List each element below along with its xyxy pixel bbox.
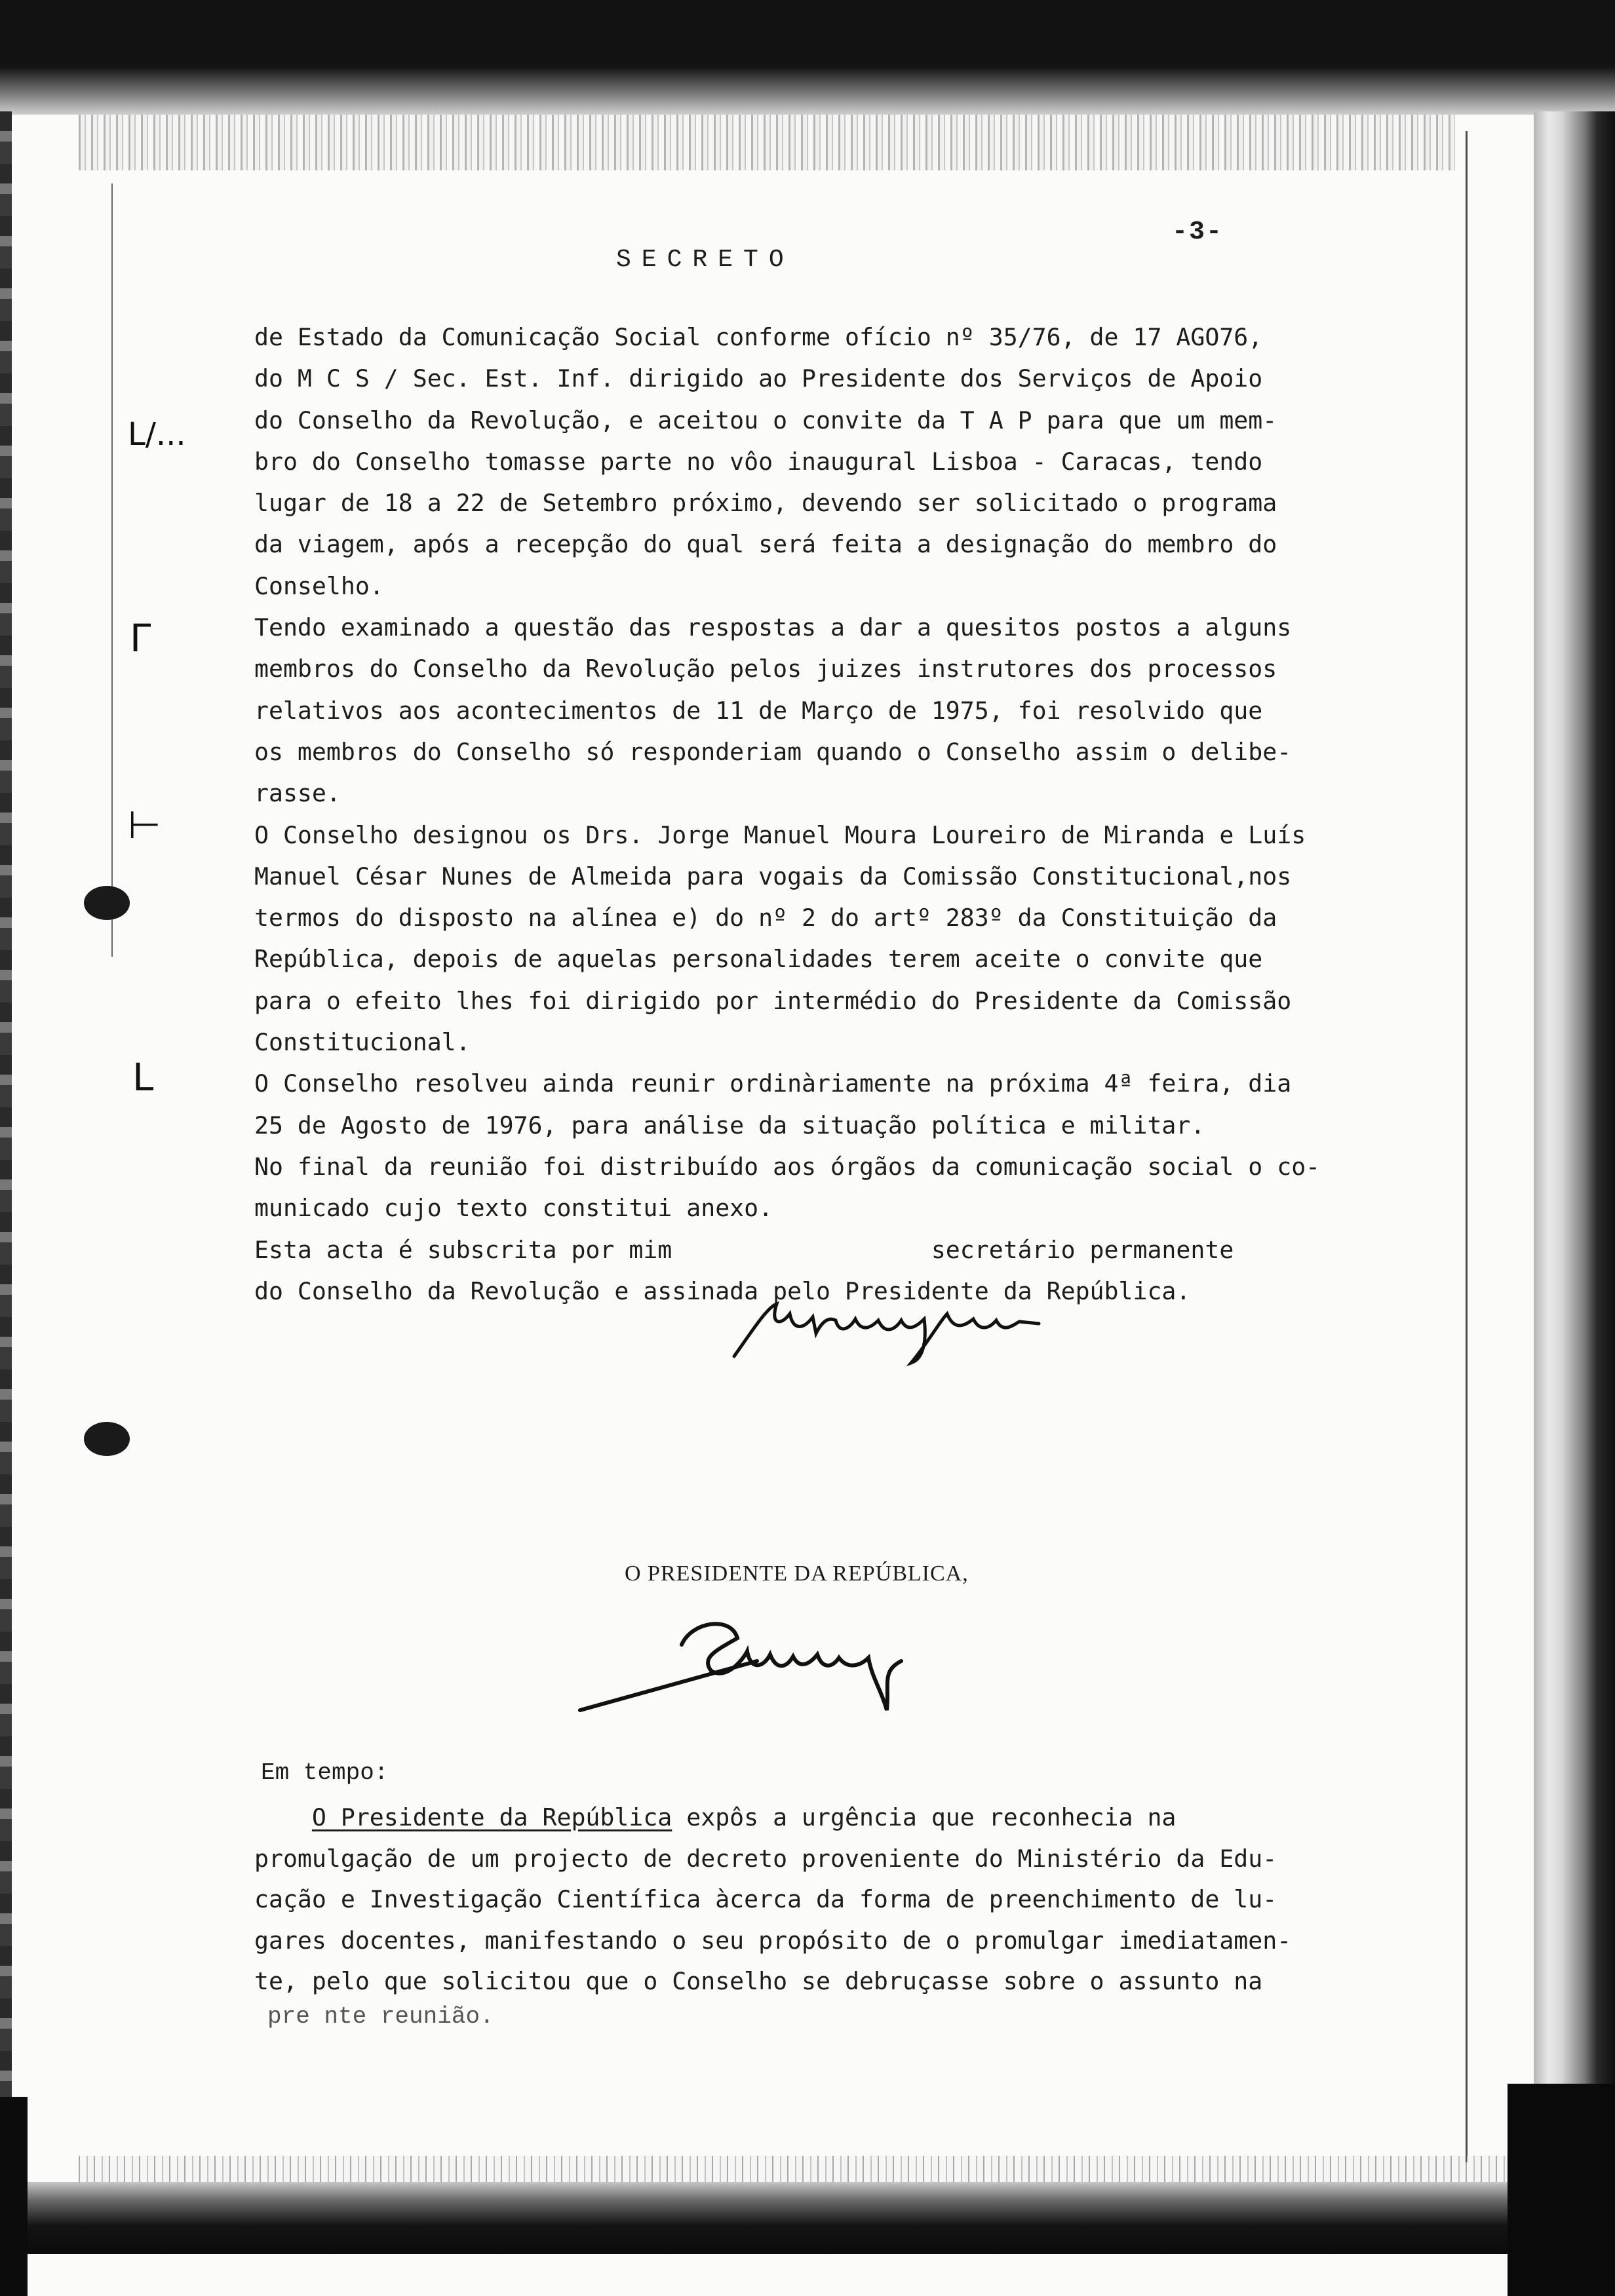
body-line: Constitucional. [254,1028,471,1057]
scan-border-right [1534,111,1615,2195]
addendum-subject: O Presidente da República [311,1803,672,1831]
page-number: -3- [1172,218,1224,247]
body-line: relativos aos acontecimentos de 11 de Março de 1975, foi resolvido que [254,696,1263,725]
body-line: membros do Conselho da Revolução pelos juizes instrutores dos processos [254,655,1277,683]
addendum-line: te, pelo que solicitou que o Conselho se debruçasse sobre o assunto na [254,1967,1263,1995]
scan-corner-bottom-left [0,2097,28,2296]
minutes-body [254,316,1382,1312]
scan-border-bottom [0,2182,1615,2254]
body-line: do Conselho da Revolução, e aceitou o convite da T A P para que um mem- [254,406,1277,434]
addendum-line: expôs a urgência que reconhecia na [672,1803,1177,1831]
addendum-line-cut: pre nte reunião. [267,2003,494,2030]
punch-hole [84,886,130,920]
body-line: municado cujo texto constitui anexo. [254,1194,773,1223]
body-line: Conselho. [254,571,384,600]
margin-mark: Γ [130,616,151,660]
scan-corner-bottom-right [1508,2084,1615,2296]
body-line: O Conselho designou os Drs. Jorge Manuel Moura Loureiro de Miranda e Luís [254,820,1306,849]
addendum-heading: Em tempo: [261,1759,389,1786]
body-line: termos do disposto na alínea e) do nº 2 do artº 283º da Constituição da [254,904,1277,932]
margin-mark: L/... [128,416,186,453]
margin-mark: ⊢ [128,803,161,847]
punch-hole [84,1422,130,1456]
addendum-line: promulgação de um projecto de decreto proveniente do Ministério da Edu- [254,1844,1277,1873]
classification-header: SECRETO [616,246,794,274]
scan-border-left [0,111,12,2123]
scan-noise-bottom [79,2156,1508,2182]
body-line: No final da reunião foi distribuído aos órgãos da comunicação social o co- [254,1152,1321,1181]
secretary-signature [731,1294,1059,1366]
body-line: do M C S / Sec. Est. Inf. dirigido ao Presidente dos Serviços de Apoio [254,364,1263,393]
margin-rule [111,183,113,957]
body-line: do Conselho da Revolução e assinada pelo Presidente da República. [254,1276,1191,1305]
body-line: República, depois de aquelas personalidades terem aceite o convite que [254,945,1263,974]
president-label: O PRESIDENTE DA REPÚBLICA, [625,1561,969,1586]
body-line: Esta acta é subscrita por mim secretário permanente [254,1235,1234,1264]
scan-border-top [0,0,1615,115]
body-line: para o efeito lhes foi dirigido por intermédio do Presidente da Comissão [254,986,1292,1015]
addendum-line: cação e Investigação Científica àcerca da forma de preenchimento de lu- [254,1885,1277,1913]
body-line: lugar de 18 a 22 de Setembro próximo, devendo ser solicitado o programa [254,489,1277,518]
body-line: bro do Conselho tomasse parte no vôo inaugural Lisboa - Caracas, tendo [254,447,1263,476]
body-line: O Conselho resolveu ainda reunir ordinàriamente na próxima 4ª feira, dia [254,1069,1292,1098]
page-edge-right [1466,131,1468,2162]
body-line: Tendo examinado a questão das respostas a dar a quesitos postos a alguns [254,613,1292,642]
scan-noise-top [79,115,1455,170]
body-line: 25 de Agosto de 1976, para análise da situação política e militar. [254,1111,1205,1139]
body-line: da viagem, após a recepção do qual será feita a designação do membro do [254,530,1277,559]
addendum-line: gares docentes, manifestando o seu propósito de o promulgar imediatamen- [254,1926,1292,1955]
body-line: rasse. [254,779,341,808]
addendum-body [254,1797,1382,2002]
margin-mark: L [132,1055,154,1100]
president-signature [574,1599,941,1723]
body-line: Manuel César Nunes de Almeida para vogais da Comissão Constitucional,nos [254,862,1292,890]
body-line: de Estado da Comunicação Social conforme ofício nº 35/76, de 17 AGO76, [254,323,1263,351]
body-line: os membros do Conselho só responderiam quando o Conselho assim o delibe- [254,737,1292,766]
